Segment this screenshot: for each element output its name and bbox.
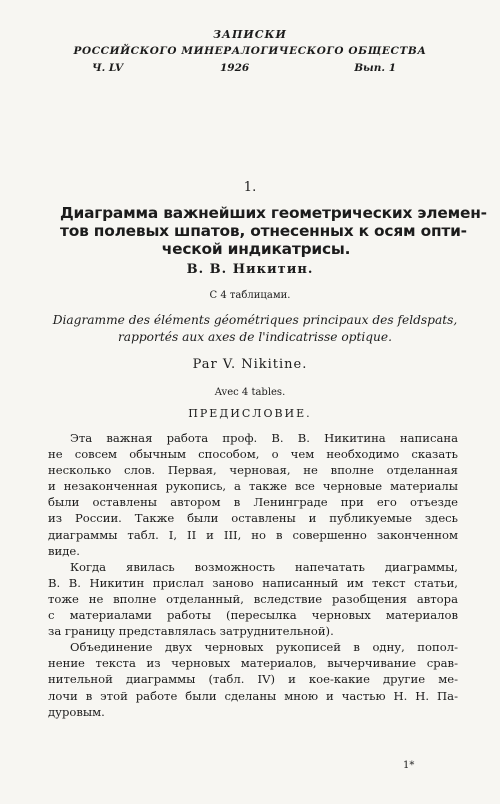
journal-society: РОССИЙСКОГО МИНЕРАЛОГИЧЕСКОГО ОБЩЕСТВА	[73, 45, 427, 57]
article-title-ru	[60, 204, 487, 258]
author-ru: В. В. Никитин.	[186, 262, 314, 277]
journal-year: 1926	[220, 62, 250, 74]
title-line: тов полевых шпатов, отнесенных к осям опти-	[60, 222, 467, 240]
preface-body	[48, 430, 458, 720]
text-line: диаграммы табл. I, II и III, но в совершенно законченном	[48, 527, 458, 542]
text-line: не совсем обычным способом, о чем необходимо сказать	[48, 447, 458, 462]
text-line: В. В. Никитин прислал заново написанный им текст статьи,	[48, 575, 458, 590]
journal-volume: Ч. LV	[92, 62, 124, 74]
text-line: за границу представлялась затруднительной).	[48, 624, 334, 639]
text-line: нительной диаграммы (табл. IV) и кое-какие другие ме-	[48, 672, 458, 687]
section-number: 1.	[243, 180, 257, 195]
text-line: с материалами работы (пересылка черновых материалов	[48, 608, 458, 623]
text-line: были оставлены автором в Ленинграде при его отъезде	[48, 495, 458, 510]
journal-issue: Вып. 1	[354, 62, 396, 74]
text-line: из России. Также были оставлены и публикуемые здесь	[48, 511, 458, 526]
text-line: Объединение двух черновых рукописей в одну, попол-	[70, 640, 458, 655]
signature-mark: 1*	[403, 760, 415, 771]
preface-heading: ПРЕДИСЛОВИЕ.	[188, 407, 312, 420]
paragraph	[48, 559, 458, 639]
title-fr-line: Diagramme des éléments géométriques principaux des feldspats,	[52, 313, 458, 327]
tables-note-ru: С 4 таблицами.	[209, 290, 291, 301]
title-fr-line: rapportés aux axes de l'indicatrisse optique.	[117, 330, 392, 344]
journal-title: ЗАПИСКИ	[213, 28, 287, 41]
text-line: Когда явилась возможность напечатать диаграммы,	[70, 559, 458, 574]
text-line: несколько слов. Первая, черновая, не вполне отделанная	[48, 463, 458, 478]
article-title-fr	[50, 312, 460, 346]
text-line: лочи в этой работе были сделаны мною и частью Н. Н. Па-	[48, 688, 458, 703]
text-line: тоже не вполне отделанный, вследствие разобщения автора	[48, 591, 458, 606]
title-line: ческой индикатрисы.	[161, 240, 351, 258]
paragraph	[48, 639, 458, 719]
text-line: Эта важная работа проф. В. В. Никитина написана	[70, 431, 458, 445]
text-line: дуровым.	[48, 704, 105, 719]
tables-note-fr: Avec 4 tables.	[214, 387, 286, 398]
author-fr: Par V. Nikitine.	[192, 357, 308, 372]
title-line: Диаграмма важнейших геометрических элемен-	[60, 204, 487, 222]
paragraph	[48, 430, 458, 559]
text-line: виде.	[48, 543, 80, 558]
text-line: нение текста из черновых материалов, вычерчивание срав-	[48, 656, 458, 671]
text-line: и незаконченная рукопись, а также все черновые материалы	[48, 479, 458, 494]
